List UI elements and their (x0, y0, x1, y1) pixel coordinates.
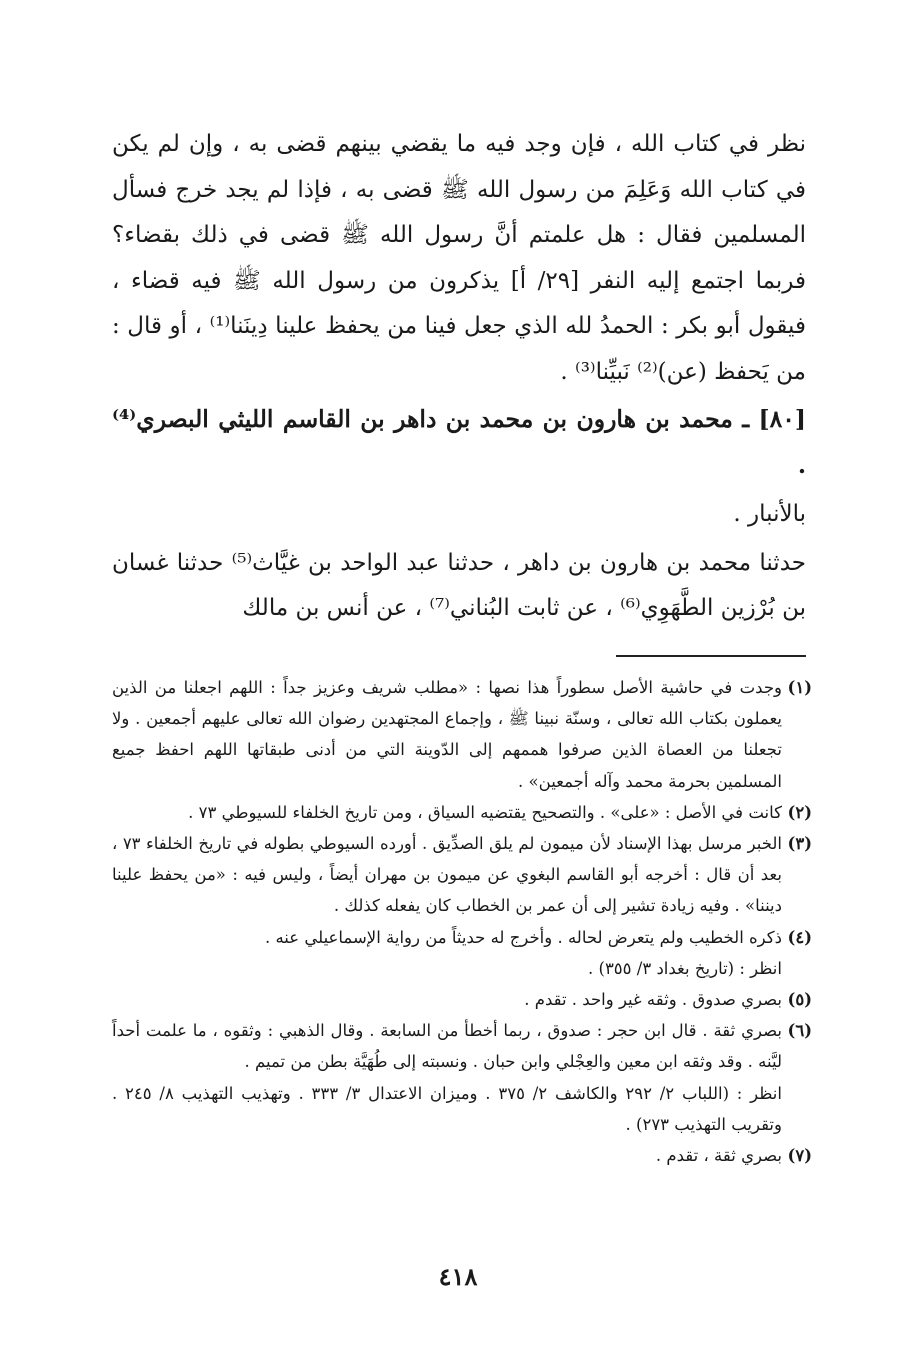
footnote-number: (٥) (787, 990, 812, 1010)
main-text-block (112, 122, 806, 632)
footnote-number: (١) (787, 678, 812, 697)
footnote-number: (٧) (787, 1146, 812, 1166)
footnote-text: الخبر مرسل بهذا الإسناد لأن ميمون لم يلق الصدِّيق . أورده السيوطي بطوله في تاريخ الخلفاء ٧٣ ، بعد أن قال : أخرجه أبو القاسم البغوي عن ميمون بن مهران أيضاً ، وليس فيه : «من يحفظ علينا ديننا» . وفيه زيادة تشير إلى أن عمر بن الخطاب كان يفعله كذلك . (112, 834, 782, 916)
footnote-divider (616, 655, 806, 657)
main-paragraph: نظر في كتاب الله ، فإن وجد فيه ما يقضي بينهم قضى به ، وإن لم يكن في كتاب الله وَعَلِمَ من رسول الله ﷺ قضى به ، فإذا لم يجد خرج فسأل المسلمين فقال : هل علمتم أنَّ رسول الله ﷺ قضى في ذلك بقضاء؟ فربما اجتمع إليه النفر [٢٩/ أ] يذكرون من رسول الله ﷺ فيه قضاء ، فيقول أبو بكر : الحمدُ لله الذي جعل فينا من يحفظ علينا دِينَنا⁽¹⁾ ، أو قال : من يَحفظ (عن)⁽²⁾ نَبيِّنا⁽³⁾ . (112, 131, 806, 385)
page-number: ٤١٨ (438, 1262, 478, 1291)
hadith-chain-paragraph: حدثنا محمد بن هارون بن داهر ، حدثنا عبد الواحد بن غيَّاث⁽⁵⁾ حدثنا غسان بن بُرْزين الطَّهَوِي⁽⁶⁾ ، عن ثابت البُناني⁽⁷⁾ ، عن أنس بن مالك (112, 549, 807, 621)
footnote-text: وجدت في حاشية الأصل سطوراً هذا نصها : «مطلب شريف وعزيز جداً : اللهم اجعلنا من الذين يعملون بكتاب الله تعالى ، وسنّة نبينا ﷺ ، وإجماع المجتهدين رضوان الله تعالى عليهم أجمعين . ولا تجعلنا من العصاة الذين صرفوا هممهم إلى الدّوينة التي من أدنى طبقاتها اللهم احفظ جميع المسلمين بحرمة محمد وآله أجمعين» . (112, 678, 782, 791)
footnote (112, 828, 812, 922)
footnote-reference: انظر : (تاريخ بغداد ٣/ ٣٥٥) . (588, 958, 782, 978)
footnote-text: بصري صدوق . وثقه غير واحد . تقدم . (524, 990, 782, 1010)
entry-heading: [٨٠] ـ محمد بن هارون بن محمد بن داهر بن القاسم الليثي البصري⁽⁴⁾ . (112, 405, 806, 479)
footnote-reference: انظر : (اللباب ٢/ ٢٩٢ والكاشف ٢/ ٣٧٥ . وميزان الاعتدال ٣/ ٣٣٣ . وتهذيب التهذيب ٨/ ٢٤٥ . وتقريب التهذيب ٢٧٣) . (112, 1083, 782, 1134)
footnote (112, 984, 812, 1015)
footnote (112, 922, 812, 953)
footnote-text: بصري ثقة . قال ابن حجر : صدوق ، ربما أخطأ من السابعة . وقال الذهبي : وثقوه ، ما علمت أحداً ليَّنه . وقد وثقه ابن معين والعِجْلي وابن حبان . ونسبته إلى طُهَيَّة بطن من تميم . (112, 1021, 782, 1072)
footnotes-section (112, 672, 812, 1171)
footnote-number: (٦) (787, 1021, 812, 1041)
footnote (112, 1015, 812, 1077)
footnote-text: ذكره الخطيب ولم يتعرض لحاله . وأخرج له حديثاً من رواية الإسماعيلي عنه . (264, 927, 782, 947)
footnote-number: (٢) (787, 802, 812, 822)
place-line: بالأنبار . (733, 501, 806, 527)
footnote-number: (٤) (787, 927, 812, 947)
footnote (112, 1140, 812, 1171)
footnote (112, 797, 812, 828)
footnote-number: (٣) (787, 834, 812, 854)
footnote-text: بصري ثقة ، تقدم . (655, 1146, 782, 1166)
footnote-text: كانت في الأصل : «على» . والتصحيح يقتضيه السياق ، ومن تاريخ الخلفاء للسيوطي ٧٣ . (188, 802, 782, 822)
footnote (112, 672, 812, 797)
